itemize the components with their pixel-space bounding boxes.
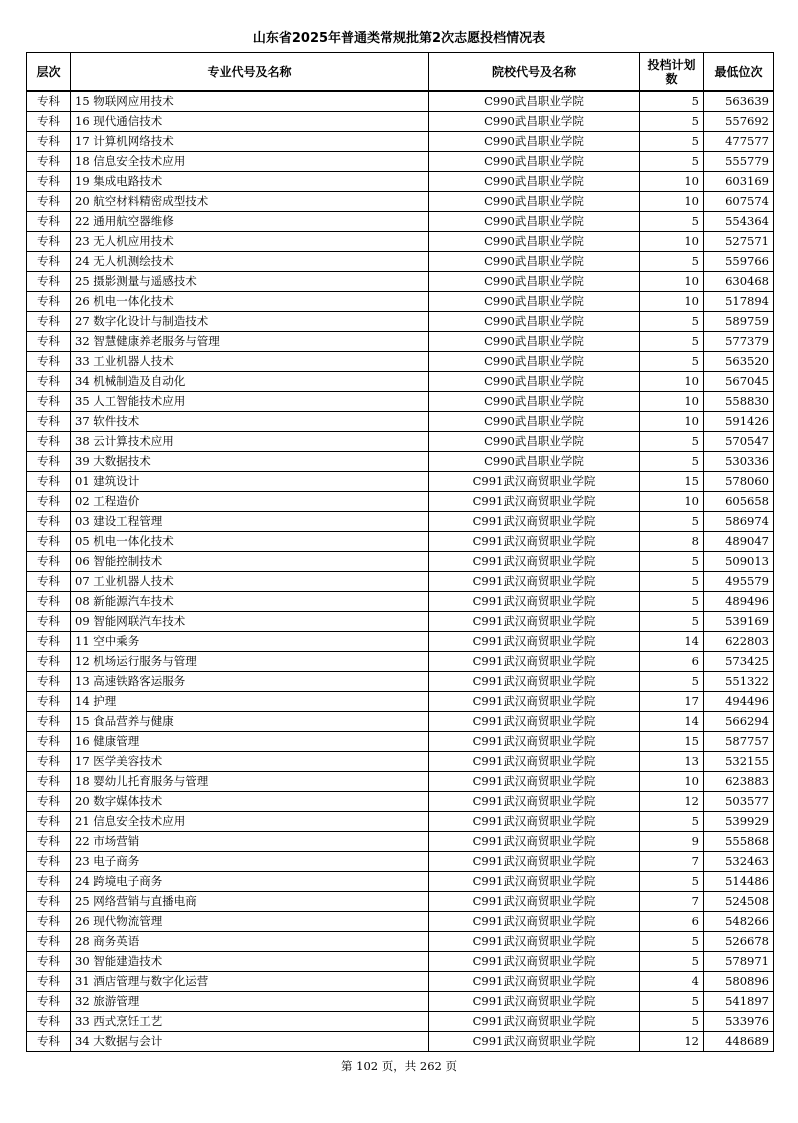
plan-count-cell: 10	[640, 232, 704, 252]
plan-count-cell: 5	[640, 1012, 704, 1032]
level-cell: 专科	[27, 692, 71, 712]
major-cell: 21 信息安全技术应用	[71, 812, 429, 832]
min-rank-cell: 555868	[704, 832, 774, 852]
table-row	[27, 932, 774, 952]
plan-count-cell: 5	[640, 512, 704, 532]
table-row	[27, 372, 774, 392]
page-footer: 第 102 页，共 262 页	[340, 1059, 458, 1073]
min-rank-cell: 477577	[704, 132, 774, 152]
min-rank-cell: 551322	[704, 672, 774, 692]
major-cell: 12 机场运行服务与管理	[71, 652, 429, 672]
school-cell: C991武汉商贸职业学院	[429, 832, 640, 852]
table-row	[27, 91, 774, 112]
school-cell: C991武汉商贸职业学院	[429, 632, 640, 652]
min-rank-cell: 555779	[704, 152, 774, 172]
level-cell: 专科	[27, 332, 71, 352]
table-row	[27, 812, 774, 832]
min-rank-cell: 489496	[704, 592, 774, 612]
table-row	[27, 852, 774, 872]
school-cell: C991武汉商贸职业学院	[429, 552, 640, 572]
min-rank-cell: 605658	[704, 492, 774, 512]
plan-count-cell: 5	[640, 992, 704, 1012]
plan-count-cell: 6	[640, 652, 704, 672]
major-cell: 09 智能网联汽车技术	[71, 612, 429, 632]
plan-count-cell: 10	[640, 172, 704, 192]
table-row	[27, 172, 774, 192]
plan-count-cell: 5	[640, 352, 704, 372]
table-row	[27, 332, 774, 352]
header-level: 层次	[27, 53, 71, 92]
plan-count-cell: 9	[640, 832, 704, 852]
plan-count-cell: 15	[640, 472, 704, 492]
plan-count-cell: 10	[640, 292, 704, 312]
table-row	[27, 312, 774, 332]
min-rank-cell: 541897	[704, 992, 774, 1012]
school-cell: C991武汉商贸职业学院	[429, 652, 640, 672]
min-rank-cell: 578060	[704, 472, 774, 492]
level-cell: 专科	[27, 292, 71, 312]
level-cell: 专科	[27, 532, 71, 552]
table-row	[27, 952, 774, 972]
school-cell: C991武汉商贸职业学院	[429, 952, 640, 972]
plan-count-cell: 12	[640, 792, 704, 812]
major-cell: 18 信息安全技术应用	[71, 152, 429, 172]
plan-count-cell: 10	[640, 272, 704, 292]
table-row	[27, 692, 774, 712]
plan-count-cell: 17	[640, 692, 704, 712]
school-cell: C990武昌职业学院	[429, 192, 640, 212]
school-cell: C990武昌职业学院	[429, 352, 640, 372]
plan-count-cell: 14	[640, 632, 704, 652]
major-cell: 34 大数据与会计	[71, 1032, 429, 1052]
major-cell: 16 健康管理	[71, 732, 429, 752]
table-row	[27, 1032, 774, 1052]
min-rank-cell: 514486	[704, 872, 774, 892]
major-cell: 17 医学美容技术	[71, 752, 429, 772]
level-cell: 专科	[27, 812, 71, 832]
table-row	[27, 592, 774, 612]
table-row	[27, 212, 774, 232]
table-row	[27, 192, 774, 212]
header-min-rank: 最低位次	[704, 53, 774, 92]
major-cell: 24 无人机测绘技术	[71, 252, 429, 272]
table-header-row	[27, 53, 774, 92]
level-cell: 专科	[27, 312, 71, 332]
plan-count-cell: 5	[640, 812, 704, 832]
major-cell: 22 市场营销	[71, 832, 429, 852]
level-cell: 专科	[27, 912, 71, 932]
plan-count-cell: 5	[640, 432, 704, 452]
min-rank-cell: 494496	[704, 692, 774, 712]
plan-count-cell: 10	[640, 372, 704, 392]
school-cell: C991武汉商贸职业学院	[429, 972, 640, 992]
school-cell: C990武昌职业学院	[429, 272, 640, 292]
plan-count-cell: 5	[640, 252, 704, 272]
school-cell: C990武昌职业学院	[429, 252, 640, 272]
school-cell: C990武昌职业学院	[429, 392, 640, 412]
plan-count-cell: 5	[640, 932, 704, 952]
table-row	[27, 392, 774, 412]
table-row	[27, 752, 774, 772]
plan-count-cell: 7	[640, 852, 704, 872]
plan-count-cell: 5	[640, 91, 704, 112]
level-cell: 专科	[27, 212, 71, 232]
plan-count-cell: 10	[640, 392, 704, 412]
min-rank-cell: 591426	[704, 412, 774, 432]
table-row	[27, 112, 774, 132]
table-row	[27, 872, 774, 892]
table-row	[27, 472, 774, 492]
school-cell: C991武汉商贸职业学院	[429, 592, 640, 612]
major-cell: 20 数字媒体技术	[71, 792, 429, 812]
min-rank-cell: 607574	[704, 192, 774, 212]
min-rank-cell: 589759	[704, 312, 774, 332]
level-cell: 专科	[27, 712, 71, 732]
major-cell: 31 酒店管理与数字化运营	[71, 972, 429, 992]
table-row	[27, 892, 774, 912]
min-rank-cell: 526678	[704, 932, 774, 952]
level-cell: 专科	[27, 91, 71, 112]
plan-count-cell: 8	[640, 532, 704, 552]
school-cell: C990武昌职业学院	[429, 312, 640, 332]
level-cell: 专科	[27, 252, 71, 272]
major-cell: 18 婴幼儿托育服务与管理	[71, 772, 429, 792]
level-cell: 专科	[27, 512, 71, 532]
level-cell: 专科	[27, 992, 71, 1012]
plan-count-cell: 10	[640, 192, 704, 212]
plan-count-cell: 5	[640, 132, 704, 152]
plan-count-cell: 7	[640, 892, 704, 912]
table-row	[27, 612, 774, 632]
school-cell: C990武昌职业学院	[429, 412, 640, 432]
document-title: 山东省2025年普通类常规批第2次志愿投档情况表	[252, 31, 546, 46]
level-cell: 专科	[27, 592, 71, 612]
level-cell: 专科	[27, 152, 71, 172]
level-cell: 专科	[27, 832, 71, 852]
major-cell: 25 摄影测量与遥感技术	[71, 272, 429, 292]
level-cell: 专科	[27, 852, 71, 872]
table-row	[27, 292, 774, 312]
min-rank-cell: 489047	[704, 532, 774, 552]
plan-count-cell: 10	[640, 412, 704, 432]
min-rank-cell: 539169	[704, 612, 774, 632]
school-cell: C991武汉商贸职业学院	[429, 612, 640, 632]
major-cell: 25 网络营销与直播电商	[71, 892, 429, 912]
major-cell: 13 高速铁路客运服务	[71, 672, 429, 692]
table-row	[27, 572, 774, 592]
table-row	[27, 992, 774, 1012]
table-row	[27, 532, 774, 552]
table-row	[27, 152, 774, 172]
level-cell: 专科	[27, 952, 71, 972]
major-cell: 19 集成电路技术	[71, 172, 429, 192]
major-cell: 27 数字化设计与制造技术	[71, 312, 429, 332]
level-cell: 专科	[27, 732, 71, 752]
major-cell: 23 无人机应用技术	[71, 232, 429, 252]
school-cell: C991武汉商贸职业学院	[429, 932, 640, 952]
major-cell: 26 机电一体化技术	[71, 292, 429, 312]
plan-count-cell: 10	[640, 492, 704, 512]
major-cell: 08 新能源汽车技术	[71, 592, 429, 612]
min-rank-cell: 567045	[704, 372, 774, 392]
school-cell: C990武昌职业学院	[429, 132, 640, 152]
min-rank-cell: 530336	[704, 452, 774, 472]
level-cell: 专科	[27, 1032, 71, 1052]
level-cell: 专科	[27, 792, 71, 812]
school-cell: C991武汉商贸职业学院	[429, 492, 640, 512]
table-row	[27, 1012, 774, 1032]
level-cell: 专科	[27, 172, 71, 192]
plan-count-cell: 5	[640, 672, 704, 692]
plan-count-cell: 5	[640, 572, 704, 592]
school-cell: C991武汉商贸职业学院	[429, 732, 640, 752]
table-row	[27, 672, 774, 692]
school-cell: C991武汉商贸职业学院	[429, 792, 640, 812]
major-cell: 23 电子商务	[71, 852, 429, 872]
level-cell: 专科	[27, 272, 71, 292]
min-rank-cell: 603169	[704, 172, 774, 192]
level-cell: 专科	[27, 192, 71, 212]
table-row	[27, 272, 774, 292]
level-cell: 专科	[27, 552, 71, 572]
school-cell: C990武昌职业学院	[429, 172, 640, 192]
major-cell: 38 云计算技术应用	[71, 432, 429, 452]
level-cell: 专科	[27, 112, 71, 132]
level-cell: 专科	[27, 392, 71, 412]
level-cell: 专科	[27, 632, 71, 652]
level-cell: 专科	[27, 352, 71, 372]
min-rank-cell: 578971	[704, 952, 774, 972]
major-cell: 11 空中乘务	[71, 632, 429, 652]
table-row	[27, 972, 774, 992]
level-cell: 专科	[27, 612, 71, 632]
table-row	[27, 792, 774, 812]
school-cell: C990武昌职业学院	[429, 332, 640, 352]
min-rank-cell: 533976	[704, 1012, 774, 1032]
table-row	[27, 552, 774, 572]
major-cell: 22 通用航空器维修	[71, 212, 429, 232]
level-cell: 专科	[27, 672, 71, 692]
min-rank-cell: 539929	[704, 812, 774, 832]
school-cell: C991武汉商贸职业学院	[429, 852, 640, 872]
min-rank-cell: 509013	[704, 552, 774, 572]
major-cell: 14 护理	[71, 692, 429, 712]
school-cell: C991武汉商贸职业学院	[429, 752, 640, 772]
major-cell: 30 智能建造技术	[71, 952, 429, 972]
major-cell: 15 物联网应用技术	[71, 91, 429, 112]
min-rank-cell: 570547	[704, 432, 774, 452]
school-cell: C990武昌职业学院	[429, 432, 640, 452]
major-cell: 15 食品营养与健康	[71, 712, 429, 732]
table-row	[27, 512, 774, 532]
min-rank-cell: 532155	[704, 752, 774, 772]
school-cell: C991武汉商贸职业学院	[429, 892, 640, 912]
min-rank-cell: 517894	[704, 292, 774, 312]
min-rank-cell: 524508	[704, 892, 774, 912]
school-cell: C991武汉商贸职业学院	[429, 872, 640, 892]
plan-count-cell: 12	[640, 1032, 704, 1052]
header-plan-count: 投档计划数	[640, 53, 704, 92]
plan-count-cell: 5	[640, 552, 704, 572]
min-rank-cell: 563639	[704, 91, 774, 112]
table-row	[27, 772, 774, 792]
major-cell: 06 智能控制技术	[71, 552, 429, 572]
major-cell: 24 跨境电子商务	[71, 872, 429, 892]
table-row	[27, 412, 774, 432]
min-rank-cell: 623883	[704, 772, 774, 792]
school-cell: C991武汉商贸职业学院	[429, 992, 640, 1012]
level-cell: 专科	[27, 752, 71, 772]
level-cell: 专科	[27, 652, 71, 672]
major-cell: 07 工业机器人技术	[71, 572, 429, 592]
plan-count-cell: 5	[640, 312, 704, 332]
level-cell: 专科	[27, 872, 71, 892]
plan-count-cell: 6	[640, 912, 704, 932]
major-cell: 26 现代物流管理	[71, 912, 429, 932]
plan-count-cell: 5	[640, 332, 704, 352]
school-cell: C991武汉商贸职业学院	[429, 712, 640, 732]
min-rank-cell: 566294	[704, 712, 774, 732]
major-cell: 01 建筑设计	[71, 472, 429, 492]
major-cell: 39 大数据技术	[71, 452, 429, 472]
plan-count-cell: 5	[640, 952, 704, 972]
major-cell: 32 智慧健康养老服务与管理	[71, 332, 429, 352]
table-row	[27, 712, 774, 732]
school-cell: C991武汉商贸职业学院	[429, 1032, 640, 1052]
min-rank-cell: 495579	[704, 572, 774, 592]
school-cell: C991武汉商贸职业学院	[429, 472, 640, 492]
header-school: 院校代号及名称	[429, 53, 640, 92]
plan-count-cell: 5	[640, 612, 704, 632]
table-row	[27, 132, 774, 152]
table-row	[27, 912, 774, 932]
school-cell: C991武汉商贸职业学院	[429, 532, 640, 552]
level-cell: 专科	[27, 772, 71, 792]
school-cell: C991武汉商贸职业学院	[429, 572, 640, 592]
school-cell: C991武汉商贸职业学院	[429, 772, 640, 792]
level-cell: 专科	[27, 372, 71, 392]
plan-count-cell: 5	[640, 452, 704, 472]
table-row	[27, 232, 774, 252]
min-rank-cell: 573425	[704, 652, 774, 672]
table-row	[27, 492, 774, 512]
school-cell: C990武昌职业学院	[429, 232, 640, 252]
min-rank-cell: 448689	[704, 1032, 774, 1052]
school-cell: C991武汉商贸职业学院	[429, 812, 640, 832]
min-rank-cell: 587757	[704, 732, 774, 752]
min-rank-cell: 558830	[704, 392, 774, 412]
plan-count-cell: 5	[640, 872, 704, 892]
table-row	[27, 252, 774, 272]
major-cell: 34 机械制造及自动化	[71, 372, 429, 392]
major-cell: 17 计算机网络技术	[71, 132, 429, 152]
table-row	[27, 432, 774, 452]
min-rank-cell: 554364	[704, 212, 774, 232]
major-cell: 32 旅游管理	[71, 992, 429, 1012]
plan-count-cell: 10	[640, 772, 704, 792]
school-cell: C991武汉商贸职业学院	[429, 672, 640, 692]
major-cell: 03 建设工程管理	[71, 512, 429, 532]
admission-table	[26, 52, 774, 1052]
plan-count-cell: 15	[640, 732, 704, 752]
table-row	[27, 652, 774, 672]
min-rank-cell: 559766	[704, 252, 774, 272]
major-cell: 05 机电一体化技术	[71, 532, 429, 552]
plan-count-cell: 13	[640, 752, 704, 772]
level-cell: 专科	[27, 132, 71, 152]
table-row	[27, 832, 774, 852]
level-cell: 专科	[27, 432, 71, 452]
plan-count-cell: 5	[640, 152, 704, 172]
school-cell: C990武昌职业学院	[429, 372, 640, 392]
header-major: 专业代号及名称	[71, 53, 429, 92]
level-cell: 专科	[27, 452, 71, 472]
school-cell: C991武汉商贸职业学院	[429, 512, 640, 532]
major-cell: 20 航空材料精密成型技术	[71, 192, 429, 212]
min-rank-cell: 548266	[704, 912, 774, 932]
level-cell: 专科	[27, 472, 71, 492]
min-rank-cell: 557692	[704, 112, 774, 132]
min-rank-cell: 577379	[704, 332, 774, 352]
table-row	[27, 352, 774, 372]
school-cell: C991武汉商贸职业学院	[429, 692, 640, 712]
min-rank-cell: 563520	[704, 352, 774, 372]
level-cell: 专科	[27, 492, 71, 512]
school-cell: C991武汉商贸职业学院	[429, 1012, 640, 1032]
level-cell: 专科	[27, 1012, 71, 1032]
plan-count-cell: 5	[640, 212, 704, 232]
level-cell: 专科	[27, 892, 71, 912]
major-cell: 37 软件技术	[71, 412, 429, 432]
table-row	[27, 452, 774, 472]
major-cell: 16 现代通信技术	[71, 112, 429, 132]
school-cell: C990武昌职业学院	[429, 292, 640, 312]
plan-count-cell: 4	[640, 972, 704, 992]
min-rank-cell: 580896	[704, 972, 774, 992]
school-cell: C990武昌职业学院	[429, 91, 640, 112]
major-cell: 33 西式烹饪工艺	[71, 1012, 429, 1032]
school-cell: C990武昌职业学院	[429, 452, 640, 472]
major-cell: 02 工程造价	[71, 492, 429, 512]
min-rank-cell: 527571	[704, 232, 774, 252]
table-row	[27, 632, 774, 652]
major-cell: 33 工业机器人技术	[71, 352, 429, 372]
plan-count-cell: 5	[640, 112, 704, 132]
school-cell: C991武汉商贸职业学院	[429, 912, 640, 932]
major-cell: 28 商务英语	[71, 932, 429, 952]
level-cell: 专科	[27, 572, 71, 592]
level-cell: 专科	[27, 412, 71, 432]
school-cell: C990武昌职业学院	[429, 152, 640, 172]
plan-count-cell: 14	[640, 712, 704, 732]
level-cell: 专科	[27, 932, 71, 952]
level-cell: 专科	[27, 972, 71, 992]
school-cell: C990武昌职业学院	[429, 212, 640, 232]
min-rank-cell: 622803	[704, 632, 774, 652]
min-rank-cell: 503577	[704, 792, 774, 812]
table-row	[27, 732, 774, 752]
min-rank-cell: 586974	[704, 512, 774, 532]
min-rank-cell: 630468	[704, 272, 774, 292]
min-rank-cell: 532463	[704, 852, 774, 872]
major-cell: 35 人工智能技术应用	[71, 392, 429, 412]
table-body	[27, 91, 774, 1052]
level-cell: 专科	[27, 232, 71, 252]
school-cell: C990武昌职业学院	[429, 112, 640, 132]
plan-count-cell: 5	[640, 592, 704, 612]
